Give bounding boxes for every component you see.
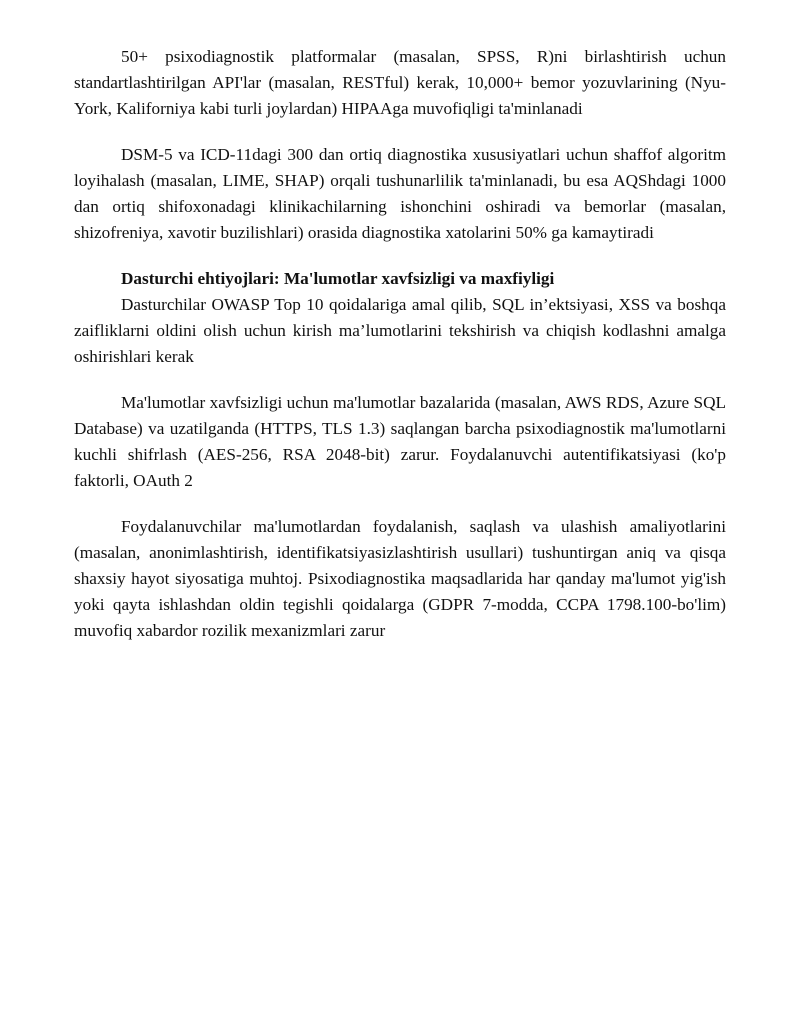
paragraph-privacy-policy: Foydalanuvchilar ma'lumotlardan foydalanish, saqlash va ulashish amaliyotlarini (masalan, anonimlashtirish, identifikatsiyasizlashtirish usullari) tushuntirgan aniq va qisqa shaxsiy hayot siyosatiga muhtoj. Psixodiagnostika maqsadlarida har qanday ma'lumot yig'ish yoki qayta ishlashdan oldin tegishli qoidalarga (GDPR 7-modda, CCPA 1798.100-bo'lim) muvofiq xabardor rozilik mexanizmlari zarur: [74, 517, 726, 640]
paragraph-api-integration: 50+ psixodiagnostik platformalar (masalan, SPSS, R)ni birlashtirish uchun standartlashtirilgan API'lar (masalan, RESTful) kerak, 10,000+ bemor yozuvlarining (Nyu-York, Kaliforniya kabi turli joylardan) HIPAAga muvofiqligi ta'minlanadi: [74, 47, 726, 118]
paragraph-encryption: Ma'lumotlar xavfsizligi uchun ma'lumotlar bazalarida (masalan, AWS RDS, Azure SQL Database) va uzatilganda (HTTPS, TLS 1.3) saqlangan barcha psixodiagnostik ma'lumotlarni kuchli shifrlash (AES-256, RSA 2048-bit) zarur. Foydalanuvchi autentifikatsiyasi (ko'p faktorli, OAuth 2: [74, 393, 726, 490]
section-heading: Dasturchi ehtiyojlari: Ma'lumotlar xavfsizligi va maxfiyligi: [121, 269, 555, 288]
document-page: [74, 44, 726, 644]
paragraph-transparent-algorithm: DSM-5 va ICD-11dagi 300 dan ortiq diagnostika xususiyatlari uchun shaffof algoritm loyihalash (masalan, LIME, SHAP) orqali tushunarlilik ta'minlanadi, bu esa AQShdagi 1000 dan ortiq shifoxonadagi klinikachilarning ishonchini oshiradi va bemorlar (masalan, shizofreniya, xavotir buzilishlari) orasida diagnostika xatolarini 50% ga kamaytiradi: [74, 145, 726, 242]
paragraph-owasp: Dasturchilar OWASP Top 10 qoidalariga amal qilib, SQL in’ektsiyasi, XSS va boshqa zaifliklarni oldini olish uchun kirish ma’lumotlarini tekshirish va chiqish kodlashni amalga oshirishlari kerak: [74, 295, 726, 366]
